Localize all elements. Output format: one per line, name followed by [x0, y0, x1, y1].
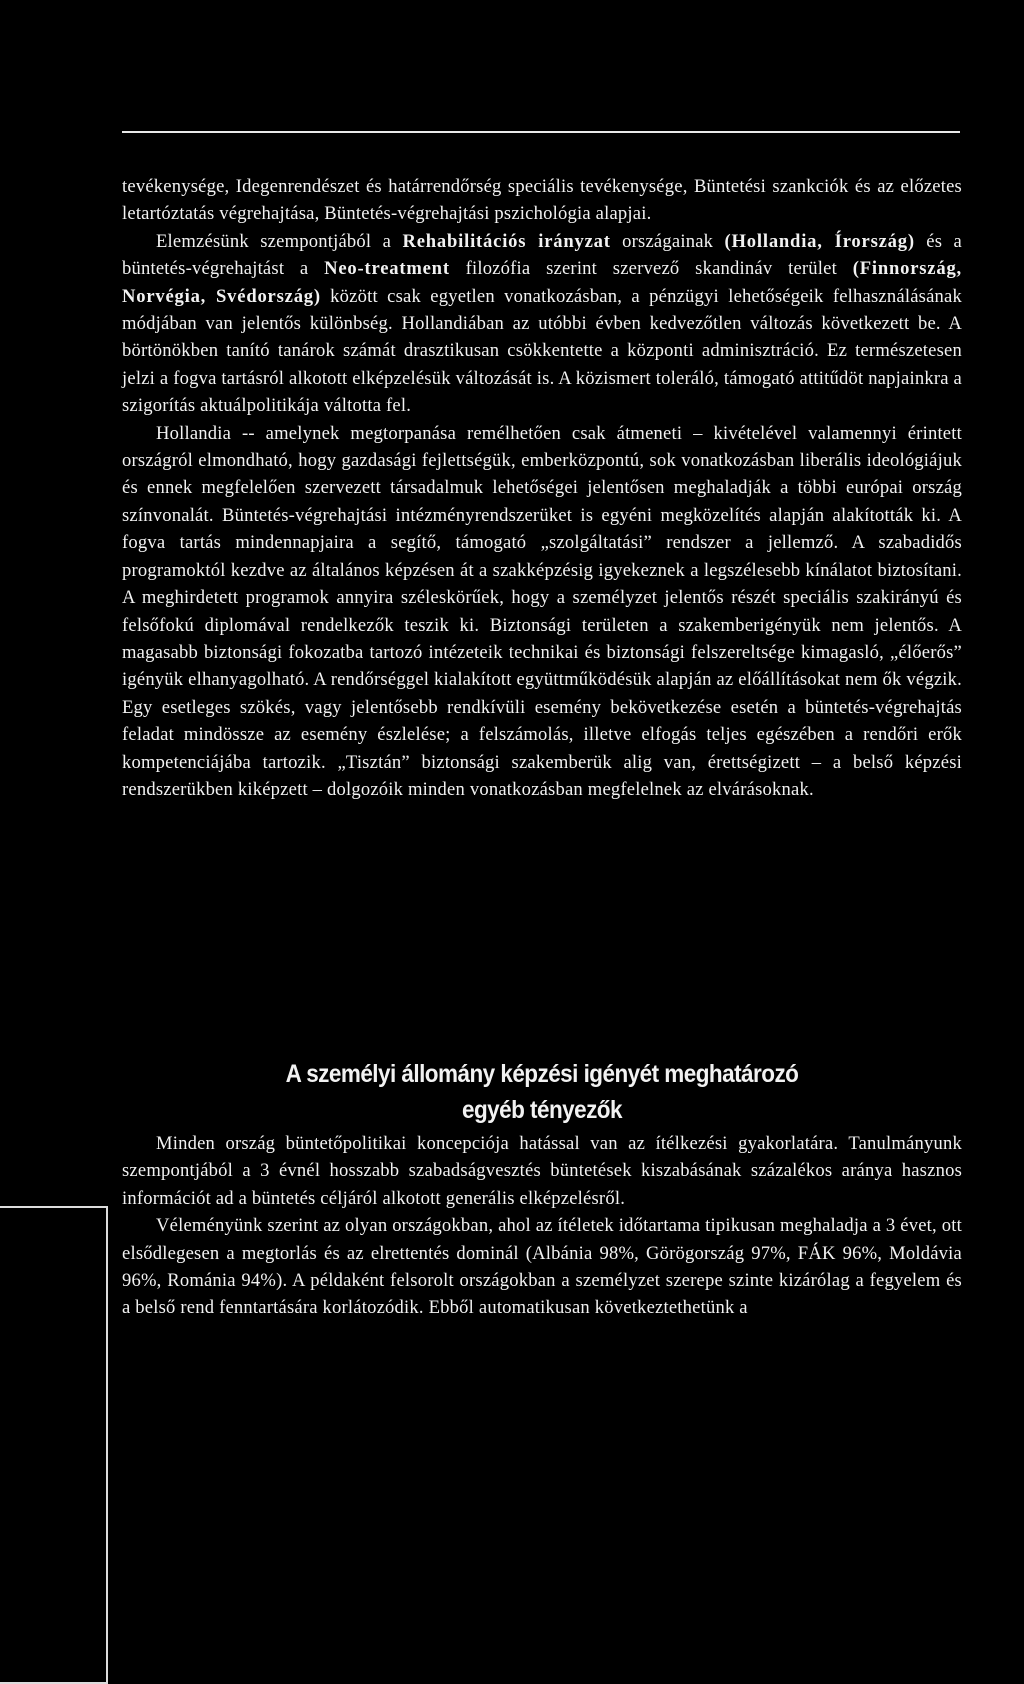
paragraph-opinion: Véleményünk szerint az olyan országokban, ahol az ítéletek időtartama tipikusan meghaladja a 3 évet, ott elsődlegesen a megtorlás és az elrettentés dominál (Albánia 98%, Görögország 97%, FÁK 96%, Moldávia 96%, Románia 94%). A példaként felsorolt országokban a személyzet szerepe szinte kizárólag a fegyelem és a belső rend fenntartására korlátozódik. Ebből automatikusan következtethetünk a — [122, 1215, 962, 1319]
heading-line-2: egyéb tényezők — [461, 1096, 623, 1124]
text-run: filozófia szerint szervező skandináv terület — [449, 258, 853, 280]
body-text-bottom — [122, 1130, 962, 1322]
section-heading — [164, 1056, 920, 1128]
text-run: Elemzésünk szempontjából a — [156, 230, 403, 252]
paragraph-continuation: tevékenysége, Idegenrendészet és határrendőrség speciális tevékenysége, Büntetési szankciók és az előzetes letartóztatás végrehajtása, Büntetés-végrehajtási pszichológia alapjai. — [122, 176, 962, 225]
bold-term-rehabilitation: Rehabilitációs irányzat — [402, 230, 611, 252]
text-run: és a büntetés-végrehajtást a — [122, 230, 962, 280]
bold-term-neo-treatment: Neo-treatment — [324, 258, 450, 280]
paragraph-netherlands: Hollandia -- amelynek megtorpanása remélhetően csak átmeneti – kivételével valamennyi érintett országról elmondható, hogy gazdasági fejlettségük, emberközpontú, sok vonatkozásban liberális ideológiájuk és ennek megfelelően szervezett társadalmuk lehetőségei jelentősen meghaladják a többi európai ország színvonalát. Büntetés-végrehajtási intézményrendszerüket is egyéni megközelítés alapján alakították ki. A fogva tartás mindennapjaira a segítő, támogató „szolgáltatási” rendszer a jellemző. A szabadidős programoktól kezdve az általános képzésen át a szakképzésig igyekeznek a legszélesebb kínálatot biztosítani. A meghirdetett programok annyira széleskörűek, hogy a személyzet jelentős részét speciális szakirányú és felsőfokú diplomával rendelkezők teszik ki. Biztonsági területen a szakemberigényük nem jelentős. A magasabb biztonsági fokozatba tartozó intézeteik technikai és biztonsági felszereltsége kimagasló, „élőerős” igényük elhanyagolható. A rendőrséggel kialakított együttműködésük alapján az előállításokat nem ők végzik. Egy esetleges szökés, vagy jelentősebb rendkívüli esemény bekövetkezése esetén a büntetés-végrehajtás feladat mindössze az esemény észlelése; a felszámolás, illetve elfogás teljes egészében a rendőri erők kompetenciájába tartozik. „Tisztán” biztonsági szakemberük alig van, érettségizett – a belső képzési rendszerükben kiképzett – dolgozóik minden vonatkozásban megfelelnek az elvárásoknak. — [122, 422, 962, 800]
bold-term-scandinavia: (Finnország, Norvégia, Svédország) — [122, 258, 962, 307]
text-run: országainak — [610, 230, 725, 252]
paragraph-rehabilitation-comparison — [122, 228, 962, 420]
paragraph-sentencing-practice: Minden ország büntetőpolitikai koncepciója hatással van az ítélkezési gyakorlatára. Tanulmányunk szempontjából a 3 évnél hosszabb szabadságvesztés büntetések kiszabásának százalékos aránya hasznos információt ad a büntetés céljáról alkotott generális elképzelésről. — [122, 1133, 962, 1209]
body-text-top — [122, 173, 962, 803]
top-rule — [122, 131, 960, 133]
bold-term-countries: (Hollandia, Írország) — [724, 230, 915, 252]
text-run: között csak egyetlen vonatkozásban, a pénzügyi lehetőségeik felhasználásának módjában van jelentős különbség. — [122, 285, 962, 335]
heading-line-1: A személyi állomány képzési igényét meghatározó — [285, 1060, 799, 1088]
text-run: Hollandiában az utóbbi évben kedvezőtlen változás következett be. A börtönökben tanító tanárok számát drasztikusan csökkentette a központi adminisztráció. Ez természetesen jelzi a fogva tartásról alkotott elképzelésük változását is. A közismert toleráló, támogató attitűdöt napjainkra a szigorítás aktuálpolitikája váltotta fel. — [122, 313, 962, 417]
margin-bracket — [0, 1206, 108, 1684]
